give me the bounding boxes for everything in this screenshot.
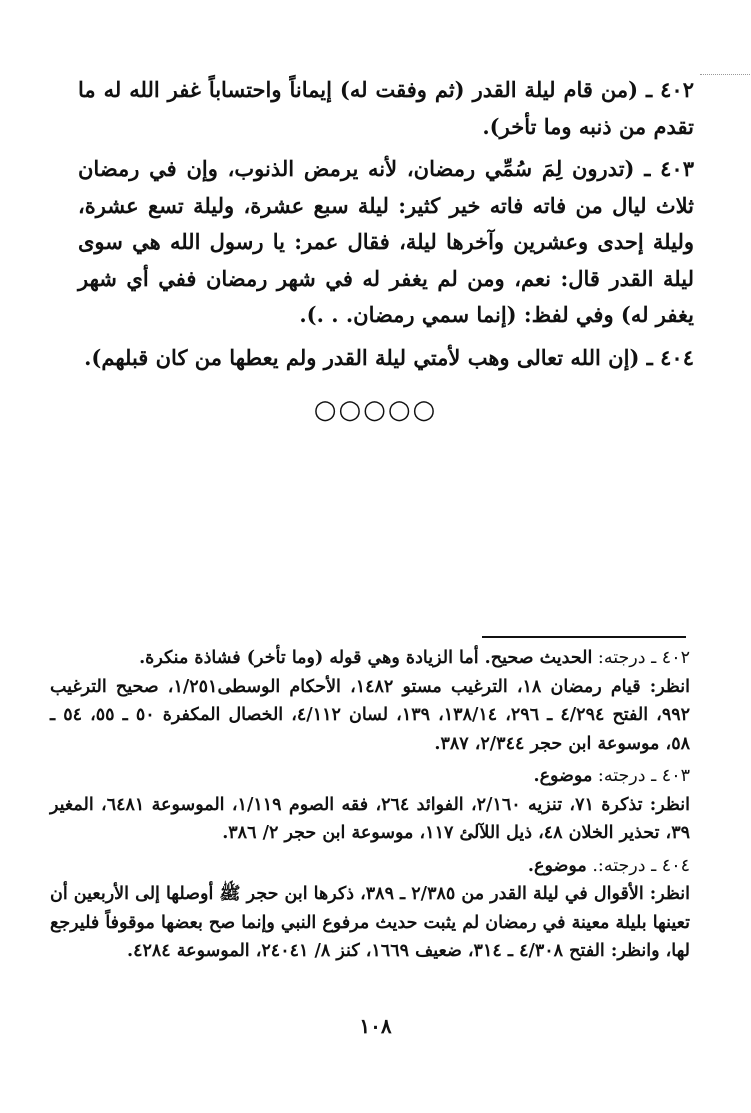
footnote-404-number: ٤٠٤ ـ درجته:. bbox=[592, 855, 690, 876]
footnote-404-body: انظر: الأقوال في ليلة القدر من ٢/٣٨٥ ـ ٣٨٩، ذكرها ابن حجر ﷺ أوصلها إلى الأربعين أن تعينها بليلة معينة في رمضان لم يثبت حديث مرفوع النبي وإنما صح بعضها موقوفاً فليرجع لها، وانظر: الفتح ٤/٣٠٨ ـ ٣١٤، ضعيف ١٦٦٩، كنز ٨/ ٢٤٠٤١، الموسوعة ٤٢٨٤. bbox=[50, 884, 690, 961]
footnote-403-body: انظر: تذكرة ٧١، تنزيه ٢/١٦٠، الفوائد ٢٦٤، فقه الصوم ١/١١٩، الموسوعة ٦٤٨١، المغير ٣٩، تحذير الخلان ٤٨، ذيل اللآلئ ١١٧، موسوعة ابن حجر ٢/ ٣٨٦. bbox=[50, 794, 691, 843]
footnote-402-body: انظر: قيام رمضان ١٨، الترغيب مستو ١٤٨٢، الأحكام الوسطى١/٢٥١، صحيح الترغيب ٩٩٢، الفتح ٤/٢٩٤ ـ ٢٩٦، ١٣٨/١٤، ١٣٩، لسان ٤/١١٢، الخصال المكفرة ٥٠ ـ ٥٥، ٥٤ ـ ٥٨، موسوعة ابن حجر ٢/٣٤٤، ٣٨٧. bbox=[50, 676, 691, 754]
footnote-403-head bbox=[50, 762, 690, 791]
footnote-403-number: ٤٠٣ ـ درجته: bbox=[597, 766, 690, 786]
page-number: ١٠٨ bbox=[359, 1014, 392, 1038]
footnote-402-number: ٤٠٢ ـ درجته: bbox=[597, 648, 690, 668]
section-ornament: ○○○○○ bbox=[313, 395, 438, 425]
main-text bbox=[78, 72, 694, 382]
footnote-402-grade: الحديث صحيح. أما الزيادة وهي قوله (وما تأخر) فشاذة منكرة. bbox=[139, 648, 593, 668]
footnote-separator bbox=[482, 636, 686, 638]
footnote-402-head bbox=[50, 644, 690, 673]
footnotes bbox=[50, 644, 690, 970]
margin-dots-top bbox=[700, 74, 750, 75]
footnote-404-head bbox=[50, 852, 690, 881]
hadith-402: ٤٠٢ ـ (من قام ليلة القدر (ثم وفقت له) إيماناً واحتساباً غفر الله له ما تقدم من ذنبه وما تأخر). bbox=[78, 77, 694, 139]
footnote-403-grade: موضوع. bbox=[533, 766, 593, 786]
hadith-403: ٤٠٣ ـ (تدرون لِمَ سُمِّي رمضان، لأنه يرمض الذنوب، وإن في رمضان ثلاث ليال من فاته فاته خير كثير: ليلة سبع عشرة، وليلة تسع عشرة، وليلة إحدى وعشرين وآخرها ليلة، فقال عمر: يا رسول الله هي سوى ليلة القدر قال: نعم، ومن لم يغفر له في شهر رمضان ففي أي شهر يغفر له) وفي لفظ: (إنما سمي رمضان. . .). bbox=[78, 156, 694, 327]
hadith-404: ٤٠٤ ـ (إن الله تعالى وهب لأمتي ليلة القدر ولم يعطها من كان قبلهم). bbox=[84, 344, 694, 370]
footnote-404-grade: موضوع. bbox=[527, 855, 587, 876]
